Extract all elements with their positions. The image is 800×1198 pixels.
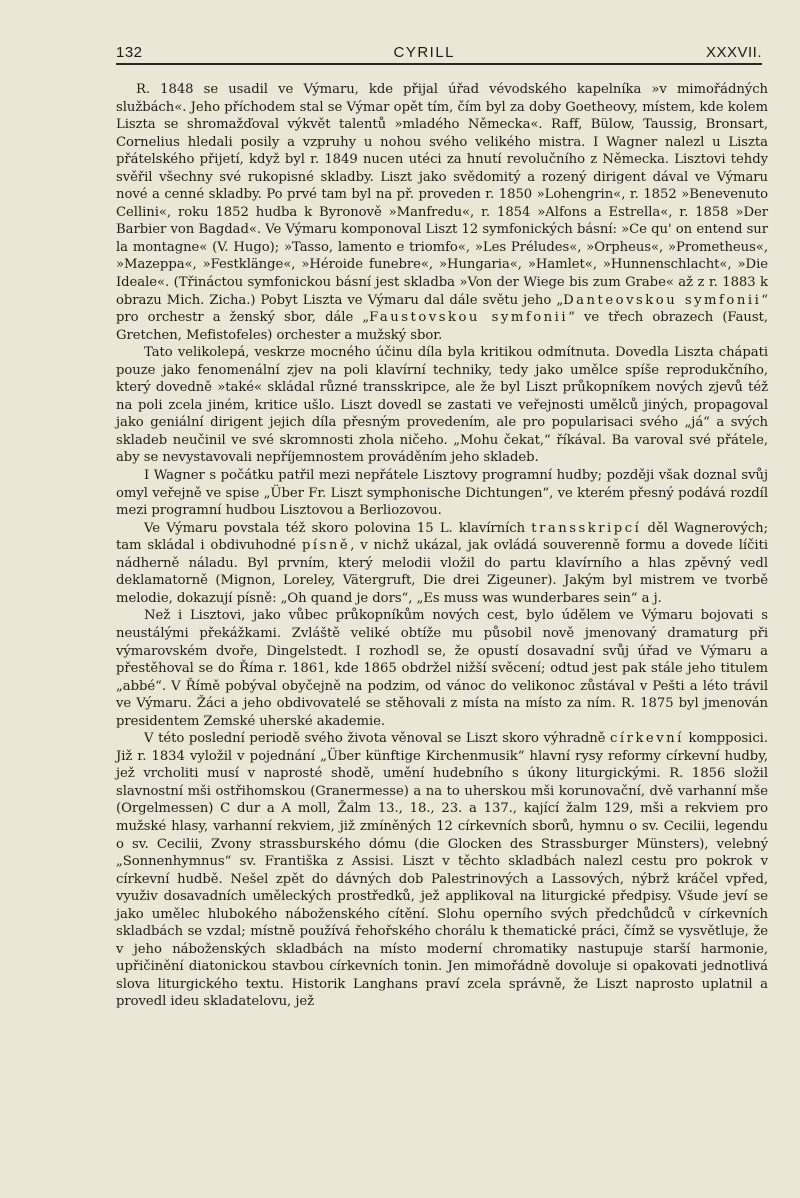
- running-header: [116, 44, 762, 65]
- paragraph: [116, 607, 768, 730]
- spaced-emphasis: Danteovskou symfonii: [563, 292, 762, 308]
- paragraph: [116, 467, 768, 520]
- running-title: CYRILL: [393, 44, 456, 61]
- text-run: děl Wagnerových; tam skládal i obdivuhodné: [116, 520, 768, 554]
- text-run: V této poslední periodě svého života věnoval se Liszt skoro výhradně: [144, 731, 611, 747]
- spaced-emphasis: církevní: [610, 731, 684, 747]
- spaced-emphasis: transskripcí: [531, 520, 642, 536]
- spaced-emphasis: písně: [301, 538, 351, 554]
- paragraph: [116, 730, 768, 1011]
- text-run: I Wagner s počátku patřil mezi nepřátele Lisztovy programní hudby; později však doznal svůj omyl veřejně ve spise „Über Fr. Liszt symphonische Dichtungen“, ve kterém přesný podává rozdíl mezi programní hudbou Lisztovou a Berliozovou.: [116, 468, 768, 519]
- text-run: , v nichž ukázal, jak ovládá souverenně formu a dovede líčiti nádherně náladu. Byl prvním, který melodii vložil do partu klavírního a hlas zpěvný vedl deklamatorně (Mignon, Loreley, Vätergruft, Die drei Zigeuner). Jakým byl mistrem ve tvorbě melodie, dokazují písně: „Oh quand je dors“, „Es muss was wunderbares sein“ a j.: [116, 538, 768, 606]
- text-run: Tato velikolepá, veskrze mocného účinu díla byla kritikou odmítnuta. Dovedla Liszta chápati pouze jako fenomenální zjev na poli klavírní techniky, tedy jako umělce spíše reprodukčního, který dovedně »také« skládal různé transskripce, ale že byl Liszt průkopníkem nových zjevů též na poli zcela jiném, kritice ušlo. Liszt dovedl se zastati ve veřejnosti umělců jiných, propagoval jako geniální dirigent jejich díla přesným provedením, ale pro popularisaci svého „já“ a svých skladeb neučinil ve své skromnosti zhola ničeho. „Mohu čekat,“ říkával. Ba varoval své přátele, aby se nevystavovali nepříjemnostem prováděním jeho skladeb.: [116, 345, 768, 466]
- text-run: Ve Výmaru povstala též skoro polovina 15 L. klavírních: [144, 520, 532, 536]
- text-run: kompposici. Již r. 1834 vyložil v pojednání „Über künftige Kirchenmusik“ hlavní rysy reformy církevní hudby, jež vrcholiti musí v naprosté shodě, umění hudebního s úkony liturgickými. R. 1856 složil slavnostní mši ostřihomskou (Granermesse) a na to uherskou mši korunovační, dvě varhanní mše (Orgelmessen) C dur a A moll, Žalm 13., 18., 23. a 137., kající žalm 129, mši a rekviem pro mužské hlasy, varhanní rekviem, již zmíněných 12 církevních sborů, hymnu o sv. Cecilii, legendu o sv. Cecilii, Zvony strassburského dómu (die Glocken des Strassburger Münsters), velebný „Sonnenhymnus“ sv. Františka z Assisi. Liszt v těchto skladbách nalezl cestu pro pokrok v církevní hudbě. Nešel zpět do dávných dob Palestrinových a Lassových, nýbrž kráčel vpřed, využiv dosavadních uměleckých prostředků, jež applikoval na liturgické předpisy. Všude jeví se jako umělec hlubokého náboženského cítění. Slohu operního svých předchůdců v církevních skladbách se vzdal; místně používá řehořského chorálu k thematické práci, čímž se vysvětluje, že v jeho náboženských skladbách na místo moderní chromatiky nastupuje starší harmonie, upřičinění diatonickou stavbou církevních tonin. Jen mimořádně dovoluje si opakovati jednotlivá slova liturgického textu. Historik Langhans praví zcela správně, že Liszt naprosto uplatnil a provedl ideu skladatelovu, jež: [116, 731, 768, 1010]
- page-number: 132: [116, 44, 143, 61]
- paragraph: [116, 344, 768, 467]
- paragraph: [116, 81, 768, 344]
- body-text: [116, 81, 768, 1011]
- text-run: “ pro orchestr a ženský sbor, dále „: [116, 292, 768, 326]
- text-run: “ ve třech obrazech (Faust, Gretchen, Mefistofeles) orchester a mužský sbor.: [116, 310, 768, 343]
- spaced-emphasis: Faustovskou symfonii: [369, 310, 569, 326]
- paragraph: [116, 520, 768, 608]
- text-run: R. 1848 se usadil ve Výmaru, kde přijal úřad vévodského kapelníka »v mimořádných službách«. Jeho příchodem stal se Výmar opět tím, čím byl za doby Goetheovy, místem, kde kolem Liszta se shromažďoval výkvět talentů »mladého Německa«. Raff, Bülow, Taussig, Bronsart, Cornelius hledali posily a vzpruhy u nohou svého velikého mistra. I Wagner nalezl u Liszta přátelského přijetí, když byl r. 1849 nucen utéci za hnutí revolučního z Německa. Lisztovi tehdy svěřil všechny své rukopisné skladby. Liszt jako svědomitý a rozený dirigent dával ve Výmaru nové a cenné skladby. Po prvé tam byl na př. proveden r. 1850 »Lohengrin«, r. 1852 »Benevenuto Cellini«, roku 1852 hudba k Byronově »Manfredu«, r. 1854 »Alfons a Estrella«, r. 1858 »Der Barbier von Bagdad«. Ve Výmaru komponoval Liszt 12 symfonických básní: »Ce qu' on entend sur la montagne« (V. Hugo); »Tasso, lamento e triomfo«, »Les Préludes«, »Orpheus«, »Prometheus«, »Mazeppa«, »Festklänge«, »Héroide funebre«, »Hungaria«, »Hamlet«, »Hunnenschlacht«, »Die Ideale«. (Třináctou symfonickou básní jest skladba »Von der Wiege bis zum Grabe« až z r. 1883 k obrazu Mich. Zicha.) Pobyt Liszta ve Výmaru dal dále světu jeho „: [116, 82, 768, 308]
- text-run: Než i Lisztovi, jako vůbec průkopníkům nových cest, bylo údělem ve Výmaru bojovati s neustálými překážkami. Zvláště veliké obtíže mu působil nově jmenovaný dramaturg při výmarovském dvoře, Dingelstedt. I rozhodl se, že opustí dosavadní svůj úřad ve Výmaru a přestěhoval se do Říma r. 1861, kde 1865 obdržel nižší svěcení; odtud jest pak stále jeho titulem „abbé“. V Římě pobýval obyčejně na podzim, od vánoc do velikonoc zůstával v Pešti a léto trávil ve Výmaru. Žáci a jeho obdivovatelé se stěhovali z místa na místo za ním. R. 1875 byl jmenován presidentem Zemské uherské akademie.: [116, 608, 768, 729]
- volume-number: XXXVII.: [705, 44, 762, 61]
